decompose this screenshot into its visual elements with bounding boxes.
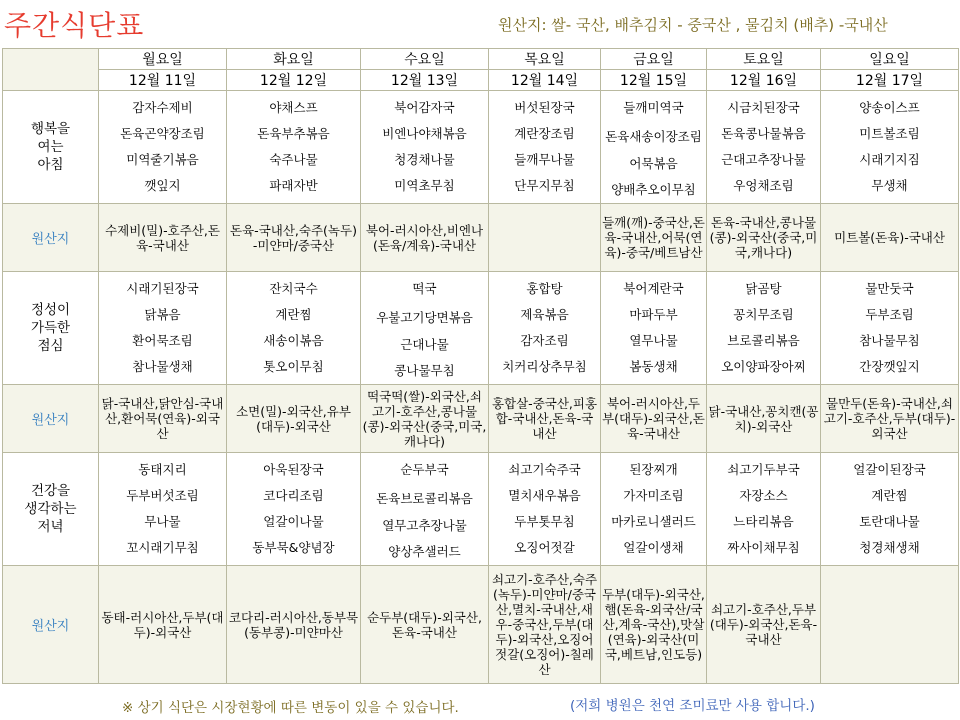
- dish-item: 무생채: [871, 178, 908, 193]
- dish-item: 동부묵&양념장: [252, 540, 335, 555]
- dish-item: 두부조림: [865, 307, 914, 322]
- footer-seasoning-note: (저희 병원은 천연 조미료만 사용 합니다.): [570, 698, 815, 714]
- dish-cell: [821, 272, 959, 385]
- dish-cell: [99, 91, 227, 204]
- day-date-header: 12월 12일: [227, 70, 361, 91]
- dish-item: 돈육부추볶음: [257, 126, 330, 141]
- meal-label-line: 행복을: [30, 121, 71, 137]
- dish-item: 참나물생채: [132, 359, 193, 374]
- dish-item: 토란대나물: [859, 514, 920, 529]
- dish-item: 숙주나물: [269, 152, 318, 167]
- meal-label-line: 건강을: [30, 483, 71, 499]
- dish-item: 계란장조림: [514, 126, 575, 141]
- dish-cell: [99, 453, 227, 566]
- dish-item: 돈육곤약장조림: [120, 126, 205, 141]
- day-name-header: 월요일: [99, 49, 227, 70]
- origin-info-cell: 순두부(대두)-외국산,돈육-국내산: [361, 566, 489, 684]
- day-date-header: 12월 11일: [99, 70, 227, 91]
- dish-item: 어묵볶음: [629, 156, 678, 171]
- dish-item: 콩나물무침: [394, 363, 455, 378]
- dish-item: 근대고추장나물: [721, 152, 806, 167]
- day-name-header: 토요일: [707, 49, 821, 70]
- dish-item: 가자미조림: [623, 488, 684, 503]
- origin-info-cell: [489, 204, 601, 272]
- weekly-menu-table: [2, 48, 959, 684]
- dish-item: 돈육새송이장조림: [605, 128, 702, 144]
- dish-cell: [821, 91, 959, 204]
- origin-info-cell: 쇠고기-호주산,두부(대두)-외국산,돈육-국내산: [707, 566, 821, 684]
- origin-info-cell: 수제비(밀)-호주산,돈육-국내산: [99, 204, 227, 272]
- origin-note: 원산지: 쌀- 국산, 배추김치 - 중국산 , 물김치 (배추) -국내산: [498, 16, 888, 34]
- dish-item: 잔치국수: [269, 281, 318, 296]
- dish-item: 닭볶음: [144, 307, 181, 322]
- dish-item: 얼갈이된장국: [853, 462, 926, 477]
- dish-item: 양상추샐러드: [388, 544, 461, 559]
- dish-item: 얼갈이나물: [263, 514, 324, 529]
- dish-item: 오이양파장아찌: [721, 359, 806, 374]
- dish-item: 들깨무나물: [514, 152, 575, 167]
- dish-item: 꼬시래기무침: [126, 540, 199, 555]
- origin-info-cell: 코다리-러시아산,동부묵(동부콩)-미얀마산: [227, 566, 361, 684]
- origin-row-label: 원산지: [3, 385, 99, 453]
- dish-item: 우엉채조림: [733, 178, 794, 193]
- dish-item: 감자조림: [520, 333, 569, 348]
- meal-label-line: 가득한: [30, 320, 71, 336]
- dish-item: 무나물: [144, 514, 181, 529]
- dish-item: 돈육콩나물볶음: [721, 126, 806, 141]
- dish-cell: [99, 272, 227, 385]
- day-date-header: 12월 15일: [601, 70, 707, 91]
- day-name-header: 목요일: [489, 49, 601, 70]
- dish-item: 쇠고기숙주국: [508, 462, 581, 477]
- dish-item: 느타리볶음: [733, 514, 794, 529]
- dish-item: 코다리조림: [263, 488, 324, 503]
- dish-cell: [821, 453, 959, 566]
- day-date-header: 12월 16일: [707, 70, 821, 91]
- origin-info-cell: 들깨(깨)-중국산,돈육-국내산,어묵(연육)-중국/베트남산: [601, 204, 707, 272]
- dish-item: 북어감자국: [394, 100, 455, 115]
- meal-label: [3, 453, 99, 566]
- meal-label-line: 저녁: [37, 519, 64, 535]
- dish-cell: [707, 453, 821, 566]
- dish-cell: [601, 272, 707, 385]
- origin-info-cell: 동태-러시아산,두부(대두)-외국산: [99, 566, 227, 684]
- dish-item: 물만둣국: [865, 281, 914, 296]
- dish-item: 깻잎지: [144, 178, 181, 193]
- dish-item: 간장깻잎지: [859, 359, 920, 374]
- dish-item: 꽁치무조림: [733, 307, 794, 322]
- dish-item: 톳오이무침: [263, 359, 324, 374]
- dish-item: 야채스프: [269, 100, 318, 115]
- dish-item: 북어계란국: [623, 281, 684, 296]
- dish-item: 멸치새우볶음: [508, 488, 581, 503]
- dish-item: 청경채나물: [394, 152, 455, 167]
- dish-item: 동태지리: [138, 462, 187, 477]
- dish-item: 미역초무침: [394, 178, 455, 193]
- dish-item: 짜사이채무침: [727, 540, 800, 555]
- dish-item: 순두부국: [400, 462, 449, 477]
- meal-label-line: 점심: [37, 338, 64, 354]
- meal-label: [3, 272, 99, 385]
- dish-item: 마카로니샐러드: [611, 514, 696, 529]
- day-name-header: 일요일: [821, 49, 959, 70]
- meal-label-line: 아침: [37, 157, 64, 173]
- dish-item: 비엔나야채볶음: [382, 126, 467, 141]
- day-date-header: 12월 17일: [821, 70, 959, 91]
- table-corner: [3, 49, 99, 91]
- origin-info-cell: 돈육-국내산,콩나물(콩)-외국산(중국,미국,캐나다): [707, 204, 821, 272]
- dish-item: 된장찌개: [629, 462, 678, 477]
- dish-item: 두부톳무침: [514, 514, 575, 529]
- dish-item: 파래자반: [269, 178, 318, 193]
- origin-info-cell: 물만두(돈육)-국내산,쇠고기-호주산,두부(대두)-외국산: [821, 385, 959, 453]
- origin-info-cell: 닭-국내산,꽁치캔(꽁치)-외국산: [707, 385, 821, 453]
- origin-info-cell: 미트볼(돈육)-국내산: [821, 204, 959, 272]
- origin-row-label: 원산지: [3, 204, 99, 272]
- origin-info-cell: 두부(대두)-외국산,햄(돈육-외국산/국산,계육-국산),맛살(연육)-외국산(미국,베트남,인도등): [601, 566, 707, 684]
- dish-item: 두부버섯조림: [126, 488, 199, 503]
- origin-info-cell: [821, 566, 959, 684]
- dish-item: 홍합탕: [526, 281, 563, 296]
- dish-cell: [227, 272, 361, 385]
- dish-item: 감자수제비: [132, 100, 193, 115]
- day-name-header: 수요일: [361, 49, 489, 70]
- day-name-header: 화요일: [227, 49, 361, 70]
- dish-item: 얼갈이생채: [623, 540, 684, 555]
- dish-cell: [361, 272, 489, 385]
- dish-item: 환어묵조림: [132, 333, 193, 348]
- dish-item: 닭곰탕: [745, 281, 782, 296]
- dish-item: 양배추오이무침: [611, 182, 696, 197]
- dish-cell: [227, 91, 361, 204]
- dish-item: 브로콜리볶음: [727, 333, 800, 348]
- meal-label-line: 여는: [37, 139, 64, 155]
- dish-item: 우불고기당면볶음: [376, 309, 473, 325]
- dish-item: 떡국: [412, 281, 437, 296]
- dish-cell: [601, 453, 707, 566]
- origin-info-cell: 돈육-국내산,숙주(녹두)-미얀마/중국산: [227, 204, 361, 272]
- meal-label-line: 생각하는: [24, 501, 77, 517]
- dish-cell: [601, 91, 707, 204]
- dish-item: 참나물무침: [859, 333, 920, 348]
- dish-item: 열무고추장나물: [382, 518, 467, 533]
- dish-item: 시래기된장국: [126, 281, 199, 296]
- dish-cell: [489, 272, 601, 385]
- meal-label-line: 정성이: [30, 302, 71, 318]
- dish-item: 치커리상추무침: [502, 359, 587, 374]
- dish-item: 단무지무침: [514, 178, 575, 193]
- page-title: 주간식단표: [4, 9, 145, 42]
- dish-item: 마파두부: [629, 307, 678, 322]
- dish-item: 근대나물: [400, 337, 449, 352]
- day-date-header: 12월 13일: [361, 70, 489, 91]
- dish-cell: [707, 272, 821, 385]
- dish-cell: [707, 91, 821, 204]
- dish-cell: [361, 91, 489, 204]
- dish-item: 버섯된장국: [514, 100, 575, 115]
- dish-item: 자장소스: [739, 488, 788, 503]
- dish-item: 미트볼조림: [859, 126, 920, 141]
- dish-item: 양송이스프: [859, 100, 920, 115]
- dish-item: 청경채생채: [859, 540, 920, 555]
- dish-cell: [227, 453, 361, 566]
- dish-item: 제육볶음: [520, 307, 569, 322]
- dish-item: 들깨미역국: [623, 100, 684, 115]
- dish-item: 계란찜: [871, 488, 908, 503]
- footer-notice: ※ 상기 식단은 시장현황에 따른 변동이 있을 수 있습니다.: [122, 700, 459, 716]
- origin-info-cell: 홍합살-중국산,피홍합-국내산,돈육-국내산: [489, 385, 601, 453]
- origin-info-cell: 쇠고기-호주산,숙주(녹두)-미얀마/중국산,멸치-국내산,새우-중국산,두부(대두)-외국산,오징어젓갈(오징어)-칠레산: [489, 566, 601, 684]
- day-name-header: 금요일: [601, 49, 707, 70]
- dish-item: 오징어젓갈: [514, 540, 575, 555]
- day-date-header: 12월 14일: [489, 70, 601, 91]
- dish-item: 봄동생채: [629, 359, 678, 374]
- dish-item: 열무나물: [629, 333, 678, 348]
- origin-row-label: 원산지: [3, 566, 99, 684]
- dish-item: 계란찜: [275, 307, 312, 322]
- dish-item: 쇠고기두부국: [727, 462, 800, 477]
- origin-info-cell: 북어-러시아산,두부(대두)-외국산,돈육-국내산: [601, 385, 707, 453]
- dish-item: 새송이볶음: [263, 333, 324, 348]
- origin-info-cell: 떡국떡(쌀)-외국산,쇠고기-호주산,콩나물(콩)-외국산(중국,미국,캐나다): [361, 385, 489, 453]
- origin-info-cell: 북어-러시아산,비엔나(돈육/계육)-국내산: [361, 204, 489, 272]
- dish-cell: [361, 453, 489, 566]
- origin-info-cell: 소면(밀)-외국산,유부(대두)-외국산: [227, 385, 361, 453]
- origin-info-cell: 닭-국내산,닭안심-국내산,환어묵(연육)-외국산: [99, 385, 227, 453]
- dish-cell: [489, 91, 601, 204]
- dish-item: 미역줄기볶음: [126, 152, 199, 167]
- dish-item: 돈육브로콜리볶음: [376, 490, 473, 506]
- dish-item: 시래기지짐: [859, 152, 920, 167]
- meal-label: [3, 91, 99, 204]
- dish-item: 아욱된장국: [263, 462, 324, 477]
- dish-cell: [489, 453, 601, 566]
- dish-item: 시금치된장국: [727, 100, 800, 115]
